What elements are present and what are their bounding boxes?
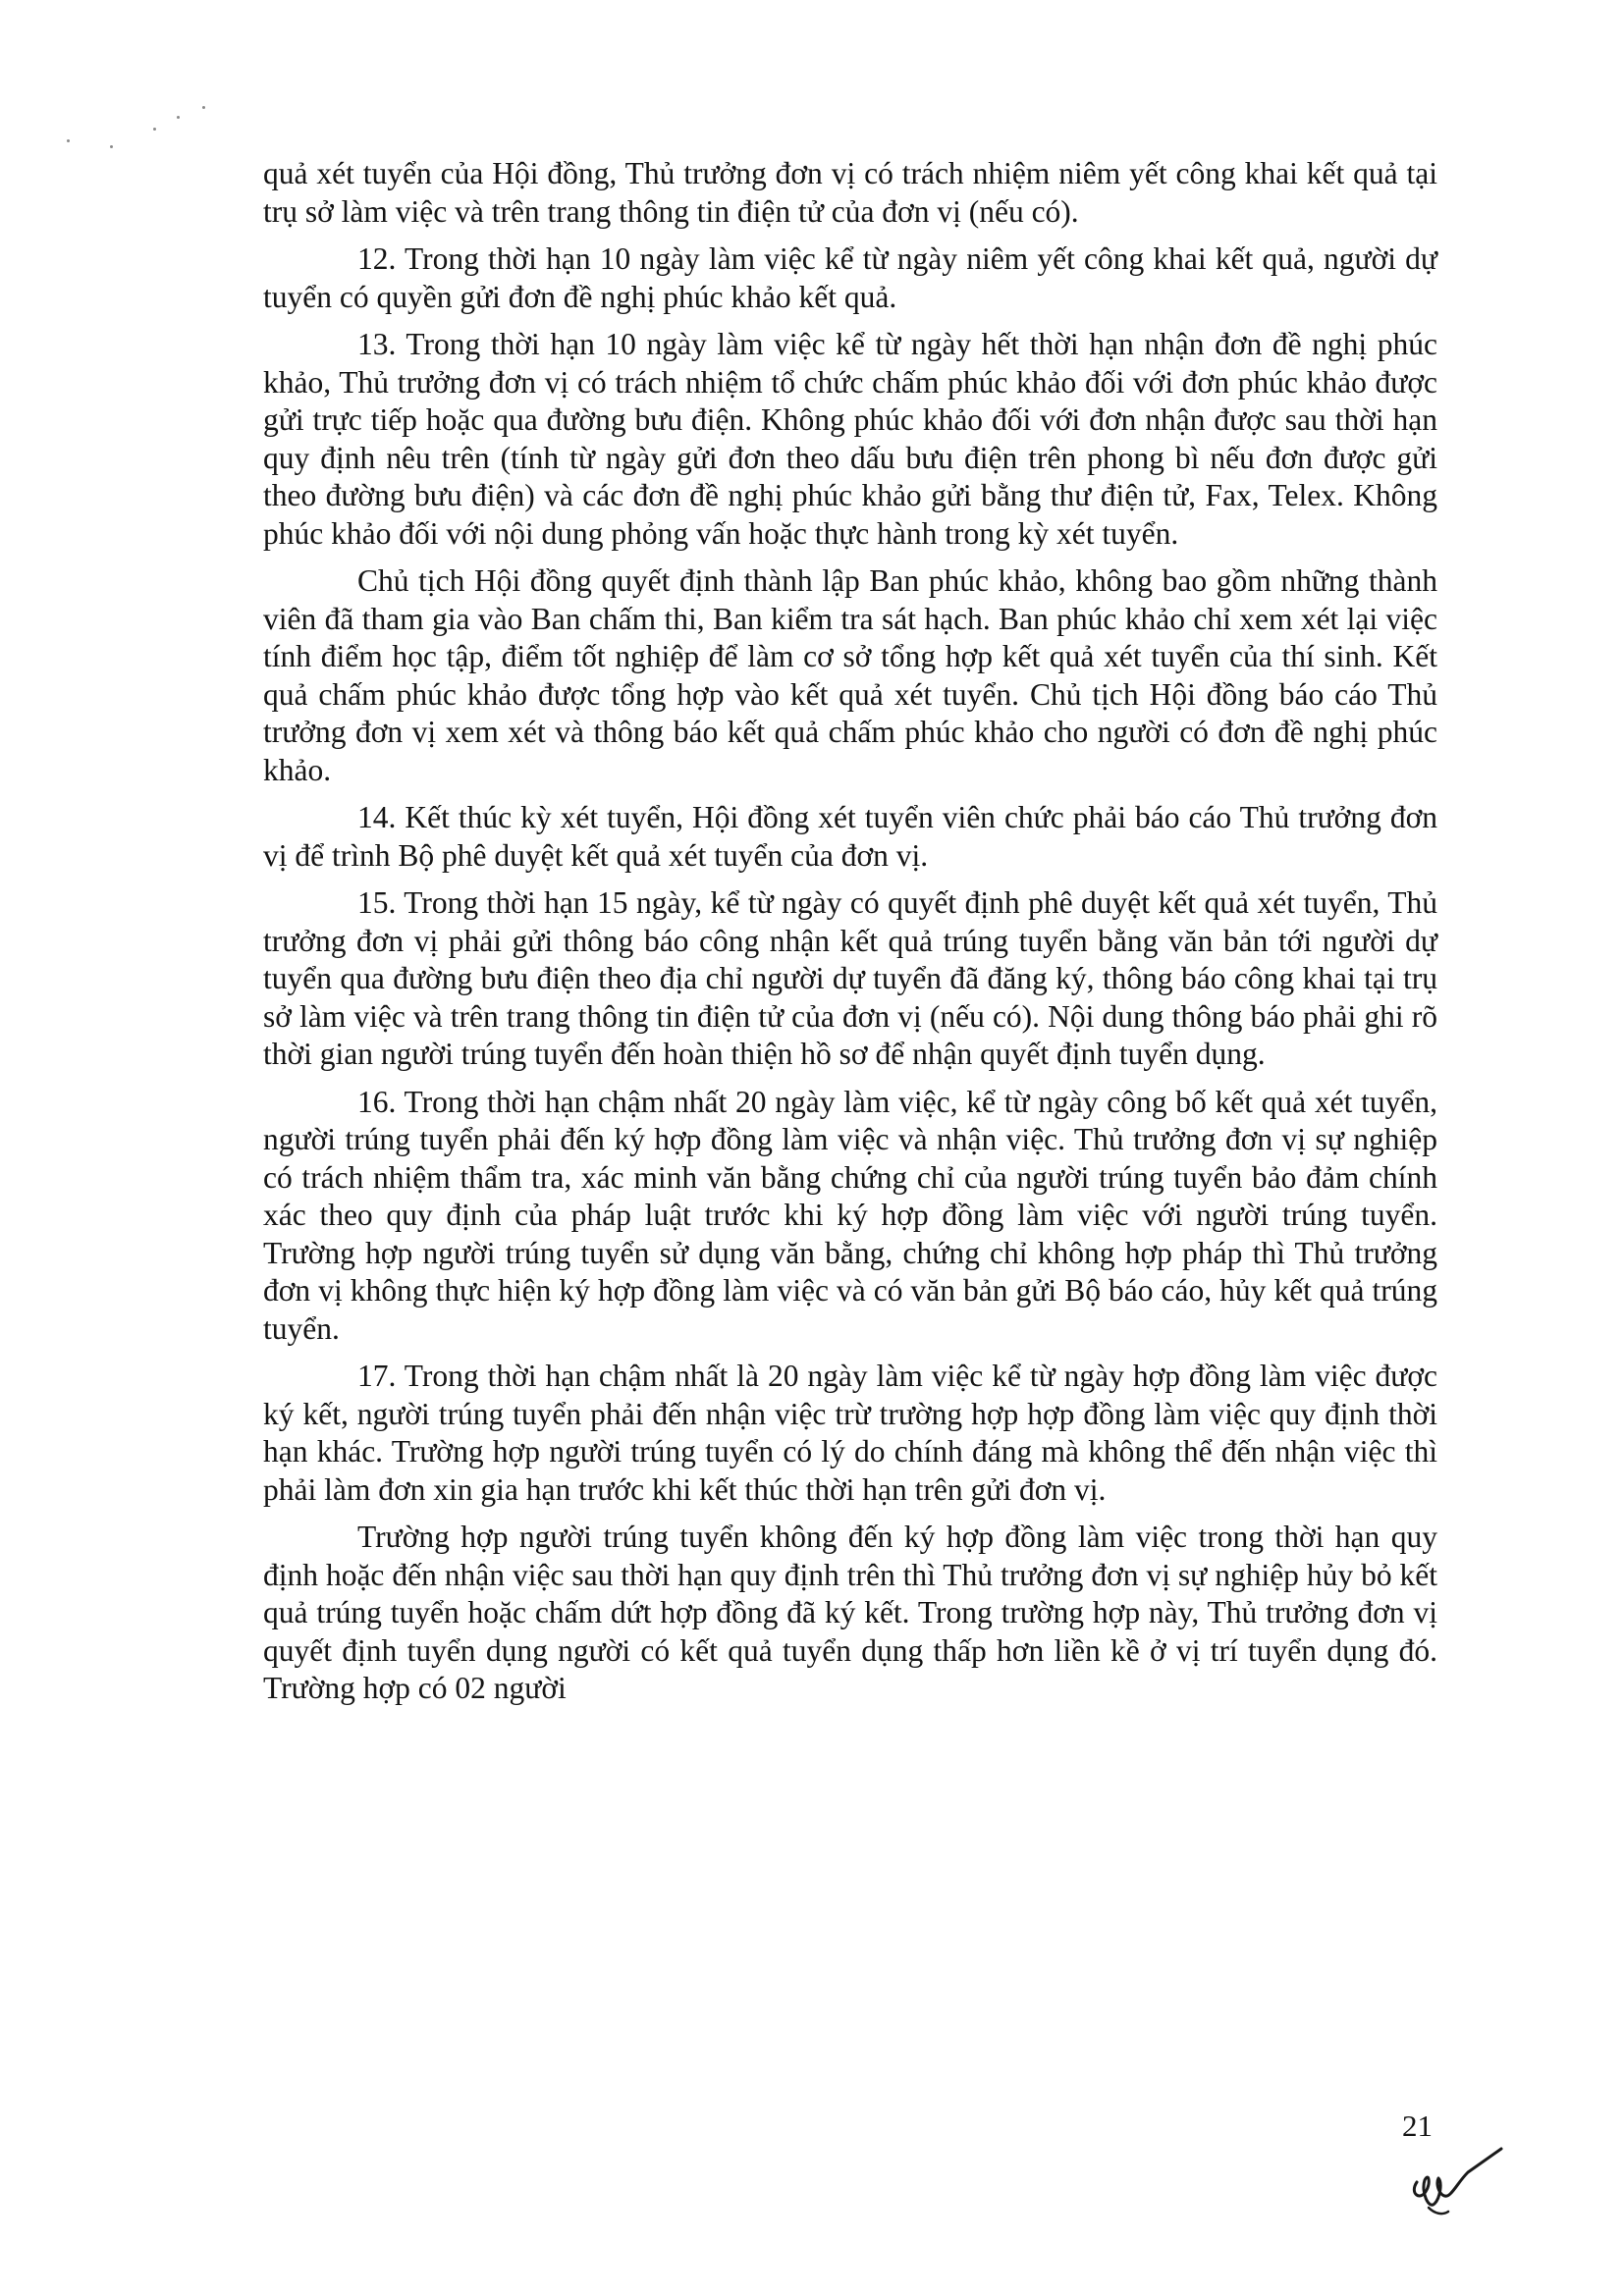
scan-speck — [202, 106, 205, 109]
paragraph-review-board: Chủ tịch Hội đồng quyết định thành lập Ban phúc khảo, không bao gồm những thành viên đã tham gia vào Ban chấm thi, Ban kiểm tra sát hạch. Ban phúc khảo chỉ xem xét lại việc tính điểm học tập, điểm tốt nghiệp để làm cơ sở tổng hợp kết quả xét tuyển của thí sinh. Kết quả chấm phúc khảo được tổng hợp vào kết quả xét tuyển. Chủ tịch Hội đồng báo cáo Thủ trưởng đơn vị xem xét và thông báo kết quả chấm phúc khảo cho người có đơn đề nghị phúc khảo. — [263, 563, 1437, 787]
scan-speck — [67, 139, 70, 142]
page-number: 21 — [1402, 2109, 1433, 2143]
paragraph-continuation: quả xét tuyển của Hội đồng, Thủ trưởng đơn vị có trách nhiệm niêm yết công khai kết quả tại trụ sở làm việc và trên trang thông tin điện tử của đơn vị (nếu có). — [263, 156, 1437, 229]
paragraph-item-14: 14. Kết thúc kỳ xét tuyển, Hội đồng xét tuyển viên chức phải báo cáo Thủ trưởng đơn vị để trình Bộ phê duyệt kết quả xét tuyển của đơn vị. — [263, 800, 1437, 873]
paragraph-item-15: 15. Trong thời hạn 15 ngày, kể từ ngày có quyết định phê duyệt kết quả xét tuyển, Thủ trưởng đơn vị phải gửi thông báo công nhận kết quả trúng tuyển bằng văn bản tới người dự tuyển qua đường bưu điện theo địa chỉ người dự tuyển đã đăng ký, thông báo công khai tại trụ sở làm việc và trên trang thông tin điện tử của đơn vị (nếu có). Nội dung thông báo phải ghi rõ thời gian người trúng tuyển đến hoàn thiện hồ sơ để nhận quyết định tuyển dụng. — [263, 885, 1437, 1071]
initials-signature — [1399, 2143, 1507, 2221]
paragraph-item-13: 13. Trong thời hạn 10 ngày làm việc kể từ ngày hết thời hạn nhận đơn đề nghị phúc khảo, Thủ trưởng đơn vị có trách nhiệm tổ chức chấm phúc khảo đối với đơn phúc khảo được gửi trực tiếp hoặc qua đường bưu điện. Không phúc khảo đối với đơn nhận được sau thời hạn quy định nêu trên (tính từ ngày gửi đơn theo dấu bưu điện trên phong bì nếu đơn được gửi theo đường bưu điện) và các đơn đề nghị phúc khảo gửi bằng thư điện tử, Fax, Telex. Không phúc khảo đối với nội dung phỏng vấn hoặc thực hành trong kỳ xét tuyển. — [263, 327, 1437, 551]
paragraph-item-16: 16. Trong thời hạn chậm nhất 20 ngày làm việc, kể từ ngày công bố kết quả xét tuyển, người trúng tuyển phải đến ký hợp đồng làm việc và nhận việc. Thủ trưởng đơn vị sự nghiệp có trách nhiệm thẩm tra, xác minh văn bằng chứng chỉ của người trúng tuyển bảo đảm chính xác theo quy định của pháp luật trước khi ký hợp đồng làm việc với người trúng tuyển. Trường hợp người trúng tuyển sử dụng văn bằng, chứng chỉ không hợp pháp thì Thủ trưởng đơn vị không thực hiện ký hợp đồng làm việc và có văn bản gửi Bộ báo cáo, hủy kết quả trúng tuyển. — [263, 1084, 1437, 1346]
document-body — [263, 155, 1437, 1718]
paragraph-item-12: 12. Trong thời hạn 10 ngày làm việc kể từ ngày niêm yết công khai kết quả, người dự tuyển có quyền gửi đơn đề nghị phúc khảo kết quả. — [263, 241, 1437, 314]
scan-speck — [110, 145, 113, 148]
paragraph-item-17: 17. Trong thời hạn chậm nhất là 20 ngày làm việc kể từ ngày hợp đồng làm việc được ký kết, người trúng tuyển phải đến nhận việc trừ trường hợp hợp đồng làm việc quy định thời hạn khác. Trường hợp người trúng tuyển có lý do chính đáng mà không thể đến nhận việc thì phải làm đơn xin gia hạn trước khi kết thúc thời hạn trên gửi đơn vị. — [263, 1359, 1437, 1507]
scan-speck — [153, 128, 156, 131]
scan-noise — [59, 98, 216, 167]
scan-speck — [177, 116, 180, 119]
paragraph-failure-to-sign: Trường hợp người trúng tuyển không đến ký hợp đồng làm việc trong thời hạn quy định hoặc đến nhận việc sau thời hạn quy định trên thì Thủ trưởng đơn vị sự nghiệp hủy bỏ kết quả trúng tuyển hoặc chấm dứt hợp đồng đã ký kết. Trong trường hợp này, Thủ trưởng đơn vị quyết định tuyển dụng người có kết quả tuyển dụng thấp hơn liền kề ở vị trí tuyển dụng đó. Trường hợp có 02 người — [263, 1520, 1437, 1705]
